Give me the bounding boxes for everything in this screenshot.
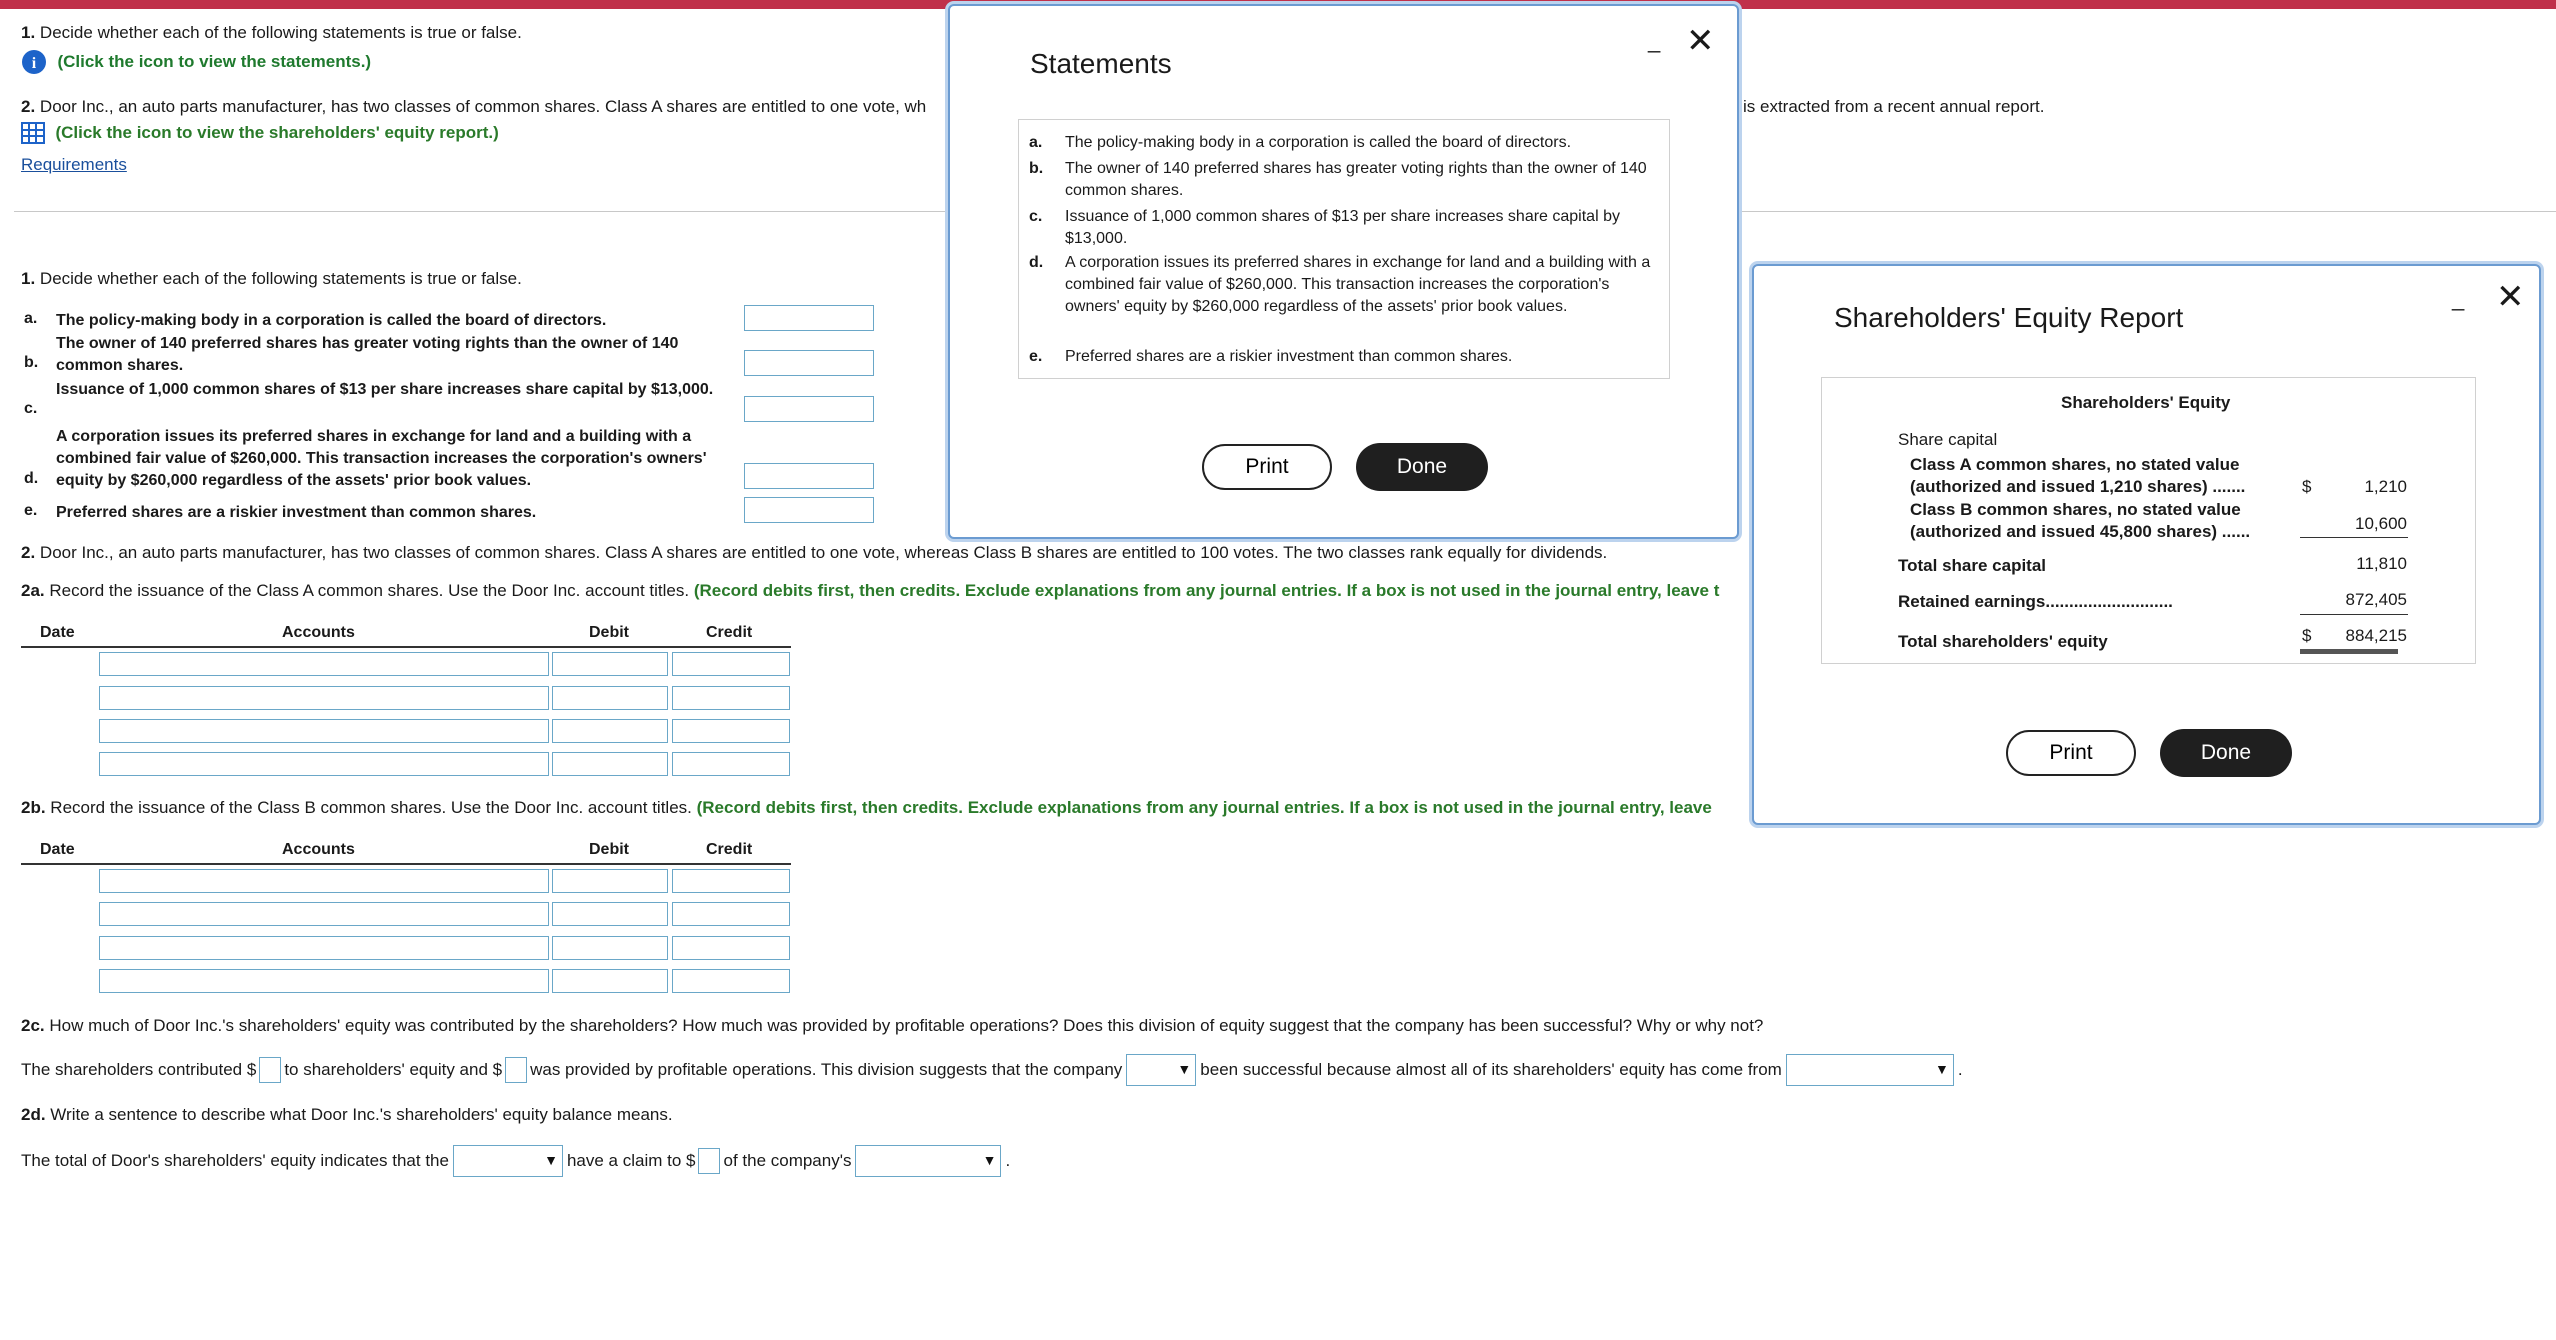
q2-number: 2. xyxy=(21,97,36,116)
journal-2b-date-header: Date xyxy=(40,841,75,858)
statement-b-text: The owner of 140 preferred shares has greater voting rights than the owner of 140 common shares. xyxy=(56,335,679,374)
journal-2a-account-2[interactable] xyxy=(99,686,549,710)
part2-intro xyxy=(21,543,1607,563)
part2c-answer-row xyxy=(21,1054,1963,1086)
journal-2a-credit-3[interactable] xyxy=(672,719,790,743)
part2b-instructions: (Record debits first, then credits. Exclude explanations from any journal entries. If a box is not used in the journal entry, leave xyxy=(696,798,1712,817)
part1-number: 1. xyxy=(21,269,36,288)
chevron-down-icon: ▼ xyxy=(544,1152,558,1168)
part2c-s4: been successful because almost all of its shareholders' equity has come from xyxy=(1200,1060,1782,1079)
journal-2a-account-4[interactable] xyxy=(99,752,549,776)
answer-box-e[interactable] xyxy=(744,497,874,523)
journal-2a-debit-4[interactable] xyxy=(552,752,668,776)
class-a-value: 1,210 xyxy=(2364,477,2407,496)
part2d-s3: of the company's xyxy=(723,1151,852,1170)
journal-2a-credit-1[interactable] xyxy=(672,652,790,676)
journal-2b-account-3[interactable] xyxy=(99,936,549,960)
dialog-statement-e-text: Preferred shares are a riskier investment than common shares. xyxy=(1065,348,1513,365)
part2-intro-text: Door Inc., an auto parts manufacturer, has two classes of common shares. Class A shares are entitled to one vote, whereas Class B shares are entitled to 100 votes. The two classes rank equally for dividends. xyxy=(39,543,1608,562)
journal-2a-header-line xyxy=(21,646,791,648)
part2d-s4: . xyxy=(1005,1151,1011,1170)
statement-e-letter: e. xyxy=(24,502,38,519)
q1-text: Decide whether each of the following statements is true or false. xyxy=(39,23,522,42)
part2c-s2: to shareholders' equity and $ xyxy=(284,1060,503,1079)
retained-earnings-label xyxy=(1898,592,2173,612)
claimant-dropdown[interactable] xyxy=(453,1145,563,1177)
part2c-text: How much of Door Inc.'s shareholders' equity was contributed by the shareholders? How much was provided by profitable operations? Does this division of equity suggest that the company has been successful? Why or why not? xyxy=(49,1016,1764,1035)
share-capital-label: Share capital xyxy=(1898,430,1998,449)
q2-text-tail: is extracted from a recent annual report. xyxy=(1743,97,2045,116)
total-equity-value: 884,215 xyxy=(2345,626,2407,645)
q1-line xyxy=(21,23,522,43)
dialog-statement-d-letter: d. xyxy=(1029,254,1044,271)
class-a-dollar: $ xyxy=(2302,477,2312,496)
asset-type-dropdown[interactable] xyxy=(855,1145,1001,1177)
answer-box-b[interactable] xyxy=(744,350,874,376)
dialog-statement-d-text: A corporation issues its preferred shares in exchange for land and a building with a combined fair value of $260,000. This transaction increases the corporation's owners' equity by $260,000 regardless of the assets' prior book values. xyxy=(1065,254,1651,315)
class-b-dots: ...... xyxy=(2221,522,2251,541)
class-b-label-2 xyxy=(1910,522,2250,542)
part2d-text: Write a sentence to describe what Door Inc.'s shareholders' equity balance means. xyxy=(50,1105,673,1124)
part2a-heading xyxy=(21,581,1719,601)
part2a-text: Record the issuance of the Class A common shares. Use the Door Inc. account titles. xyxy=(49,581,690,600)
part2d-answer-row xyxy=(21,1145,1010,1177)
part2d-s2: have a claim to $ xyxy=(566,1151,696,1170)
part2c-s1: The shareholders contributed $ xyxy=(21,1060,257,1079)
done-button[interactable]: Done xyxy=(2160,729,2292,777)
journal-2b-header-line xyxy=(21,863,791,865)
operations-amount-input[interactable] xyxy=(505,1057,527,1083)
close-icon[interactable]: ✕ xyxy=(1686,22,1715,60)
subtotal-rule xyxy=(2300,537,2408,538)
q2-click-row[interactable] xyxy=(21,122,499,144)
part2c-heading xyxy=(21,1016,1763,1036)
minimize-icon[interactable]: _ xyxy=(2452,286,2465,311)
statement-b-letter: b. xyxy=(24,354,39,371)
table-icon[interactable] xyxy=(21,122,45,144)
statement-e-text: Preferred shares are a riskier investment than common shares. xyxy=(56,504,537,521)
retained-rule xyxy=(2300,614,2408,615)
statement-c-text: Issuance of 1,000 common shares of $13 per share increases share capital by $13,000. xyxy=(56,381,714,398)
part1-heading-text: Decide whether each of the following statements is true or false. xyxy=(39,269,522,288)
retained-earnings-value: 872,405 xyxy=(2345,590,2407,609)
print-button[interactable]: Print xyxy=(1202,444,1332,490)
statement-a-letter: a. xyxy=(24,310,38,327)
done-button[interactable]: Done xyxy=(1356,443,1488,491)
equity-table xyxy=(1821,377,2476,664)
q2-text: Door Inc., an auto parts manufacturer, has two classes of common shares. Class A shares are entitled to one vote, wh xyxy=(39,97,927,116)
part2b-number: 2b. xyxy=(21,798,46,817)
part2c-number: 2c. xyxy=(21,1016,45,1035)
statements-dialog xyxy=(948,4,1739,539)
journal-2b-accounts-header: Accounts xyxy=(282,841,355,858)
q1-click-text[interactable]: (Click the icon to view the statements.) xyxy=(57,52,372,71)
dialog-statement-b-text: The owner of 140 preferred shares has greater voting rights than the owner of 140 common shares. xyxy=(1065,160,1647,199)
part1-heading xyxy=(21,269,522,289)
print-button[interactable]: Print xyxy=(2006,730,2136,776)
journal-2b-debit-1[interactable] xyxy=(552,869,668,893)
dialog-statement-e-letter: e. xyxy=(1029,348,1043,365)
class-a-dots: ....... xyxy=(2212,477,2246,496)
minimize-icon[interactable]: _ xyxy=(1648,28,1661,53)
dialog-statement-c-text: Issuance of 1,000 common shares of $13 per share increases share capital by $13,000. xyxy=(1065,208,1620,247)
part2d-s1: The total of Door's shareholders' equity indicates that the xyxy=(21,1151,449,1170)
part2d-heading xyxy=(21,1105,673,1125)
retained-earnings-dots: ........................... xyxy=(2045,592,2173,611)
source-dropdown[interactable] xyxy=(1786,1054,1954,1086)
contributed-amount-input[interactable] xyxy=(259,1057,281,1083)
equity-table-title: Shareholders' Equity xyxy=(2061,393,2231,412)
journal-2b-debit-4[interactable] xyxy=(552,969,668,993)
part2a-instructions: (Record debits first, then credits. Exclude explanations from any journal entries. If a box is not used in the journal entry, leave t xyxy=(693,581,1720,600)
journal-2b-credit-4[interactable] xyxy=(672,969,790,993)
journal-2b-account-2[interactable] xyxy=(99,902,549,926)
info-icon[interactable] xyxy=(21,49,47,75)
class-a-shares: (authorized and issued 1,210 shares) xyxy=(1910,477,2208,496)
journal-2b-credit-1[interactable] xyxy=(672,869,790,893)
statement-d-letter: d. xyxy=(24,470,39,487)
statement-c-letter: c. xyxy=(24,400,38,417)
q2-click-text[interactable]: (Click the icon to view the shareholders' equity report.) xyxy=(55,123,499,142)
journal-2a-date-header: Date xyxy=(40,624,75,641)
has-been-dropdown[interactable] xyxy=(1126,1054,1196,1086)
class-a-label-2 xyxy=(1910,477,2245,497)
q2-line xyxy=(21,97,926,117)
chevron-down-icon: ▼ xyxy=(1177,1061,1192,1077)
dialog-statement-b-letter: b. xyxy=(1029,160,1044,177)
part2a-number: 2a. xyxy=(21,581,45,600)
journal-2a-credit-4[interactable] xyxy=(672,752,790,776)
part2c-s5: . xyxy=(1957,1060,1963,1079)
journal-2b-credit-2[interactable] xyxy=(672,902,790,926)
total-double-rule xyxy=(2300,649,2398,654)
answer-box-c[interactable] xyxy=(744,396,874,422)
journal-2a-debit-header: Debit xyxy=(589,624,629,641)
retained-earnings-text: Retained earnings xyxy=(1898,592,2046,611)
journal-2b-debit-3[interactable] xyxy=(552,936,668,960)
close-icon[interactable]: ✕ xyxy=(2496,278,2525,316)
total-equity-label: Total shareholders' equity xyxy=(1898,632,2108,651)
chevron-down-icon: ▼ xyxy=(982,1152,997,1168)
class-b-label-1: Class B common shares, no stated value xyxy=(1910,500,2241,519)
answer-box-d[interactable] xyxy=(744,463,874,489)
journal-2a-credit-header: Credit xyxy=(706,624,753,641)
class-b-shares: (authorized and issued 45,800 shares) xyxy=(1910,522,2218,541)
journal-2a-debit-2[interactable] xyxy=(552,686,668,710)
statement-a-text: The policy-making body in a corporation is called the board of directors. xyxy=(56,312,607,329)
journal-2a-accounts-header: Accounts xyxy=(282,624,355,641)
journal-2b-account-1[interactable] xyxy=(99,869,549,893)
journal-2b-debit-2[interactable] xyxy=(552,902,668,926)
q1-click-row[interactable] xyxy=(21,49,371,75)
equity-report-dialog xyxy=(1752,264,2541,825)
journal-2b-account-4[interactable] xyxy=(99,969,549,993)
answer-box-a[interactable] xyxy=(744,305,874,331)
journal-2b-debit-header: Debit xyxy=(589,841,629,858)
total-share-capital-label: Total share capital xyxy=(1898,556,2047,575)
statements-dialog-title: Statements xyxy=(1030,48,1172,79)
total-equity-dollar: $ xyxy=(2302,626,2312,645)
q1-number: 1. xyxy=(21,23,36,42)
chevron-down-icon: ▼ xyxy=(1934,1061,1949,1077)
dialog-statement-c-letter: c. xyxy=(1029,208,1043,225)
statements-box xyxy=(1018,119,1670,379)
journal-2b-credit-header: Credit xyxy=(706,841,753,858)
journal-2a-credit-2[interactable] xyxy=(672,686,790,710)
requirements-link[interactable]: Requirements xyxy=(21,155,127,174)
part2c-s3: was provided by profitable operations. This division suggests that the company xyxy=(530,1060,1123,1079)
svg-text:i: i xyxy=(31,55,37,72)
total-share-capital-value: 11,810 xyxy=(2356,554,2407,573)
statement-d-text: A corporation issues its preferred shares in exchange for land and a building with a combined fair value of $260,000. This transaction increases the corporation's owners' equity by $260,000 regardless of the assets' prior book values. xyxy=(56,428,707,489)
journal-2b-credit-3[interactable] xyxy=(672,936,790,960)
part2d-number: 2d. xyxy=(21,1105,46,1124)
dialog-statement-a-text: The policy-making body in a corporation is called the board of directors. xyxy=(1065,134,1572,151)
journal-2a-account-3[interactable] xyxy=(99,719,549,743)
part2b-heading xyxy=(21,798,1712,818)
equity-dialog-title: Shareholders' Equity Report xyxy=(1834,302,2184,333)
class-b-value: 10,600 xyxy=(2355,514,2407,533)
part2b-text: Record the issuance of the Class B common shares. Use the Door Inc. account titles. xyxy=(50,798,692,817)
journal-2a-account-1[interactable] xyxy=(99,652,549,676)
dialog-statement-a-letter: a. xyxy=(1029,134,1043,151)
journal-2a-debit-3[interactable] xyxy=(552,719,668,743)
class-a-label-1: Class A common shares, no stated value xyxy=(1910,455,2240,474)
claim-amount-input[interactable] xyxy=(698,1148,720,1174)
journal-2a-debit-1[interactable] xyxy=(552,652,668,676)
part2-number: 2. xyxy=(21,543,36,562)
